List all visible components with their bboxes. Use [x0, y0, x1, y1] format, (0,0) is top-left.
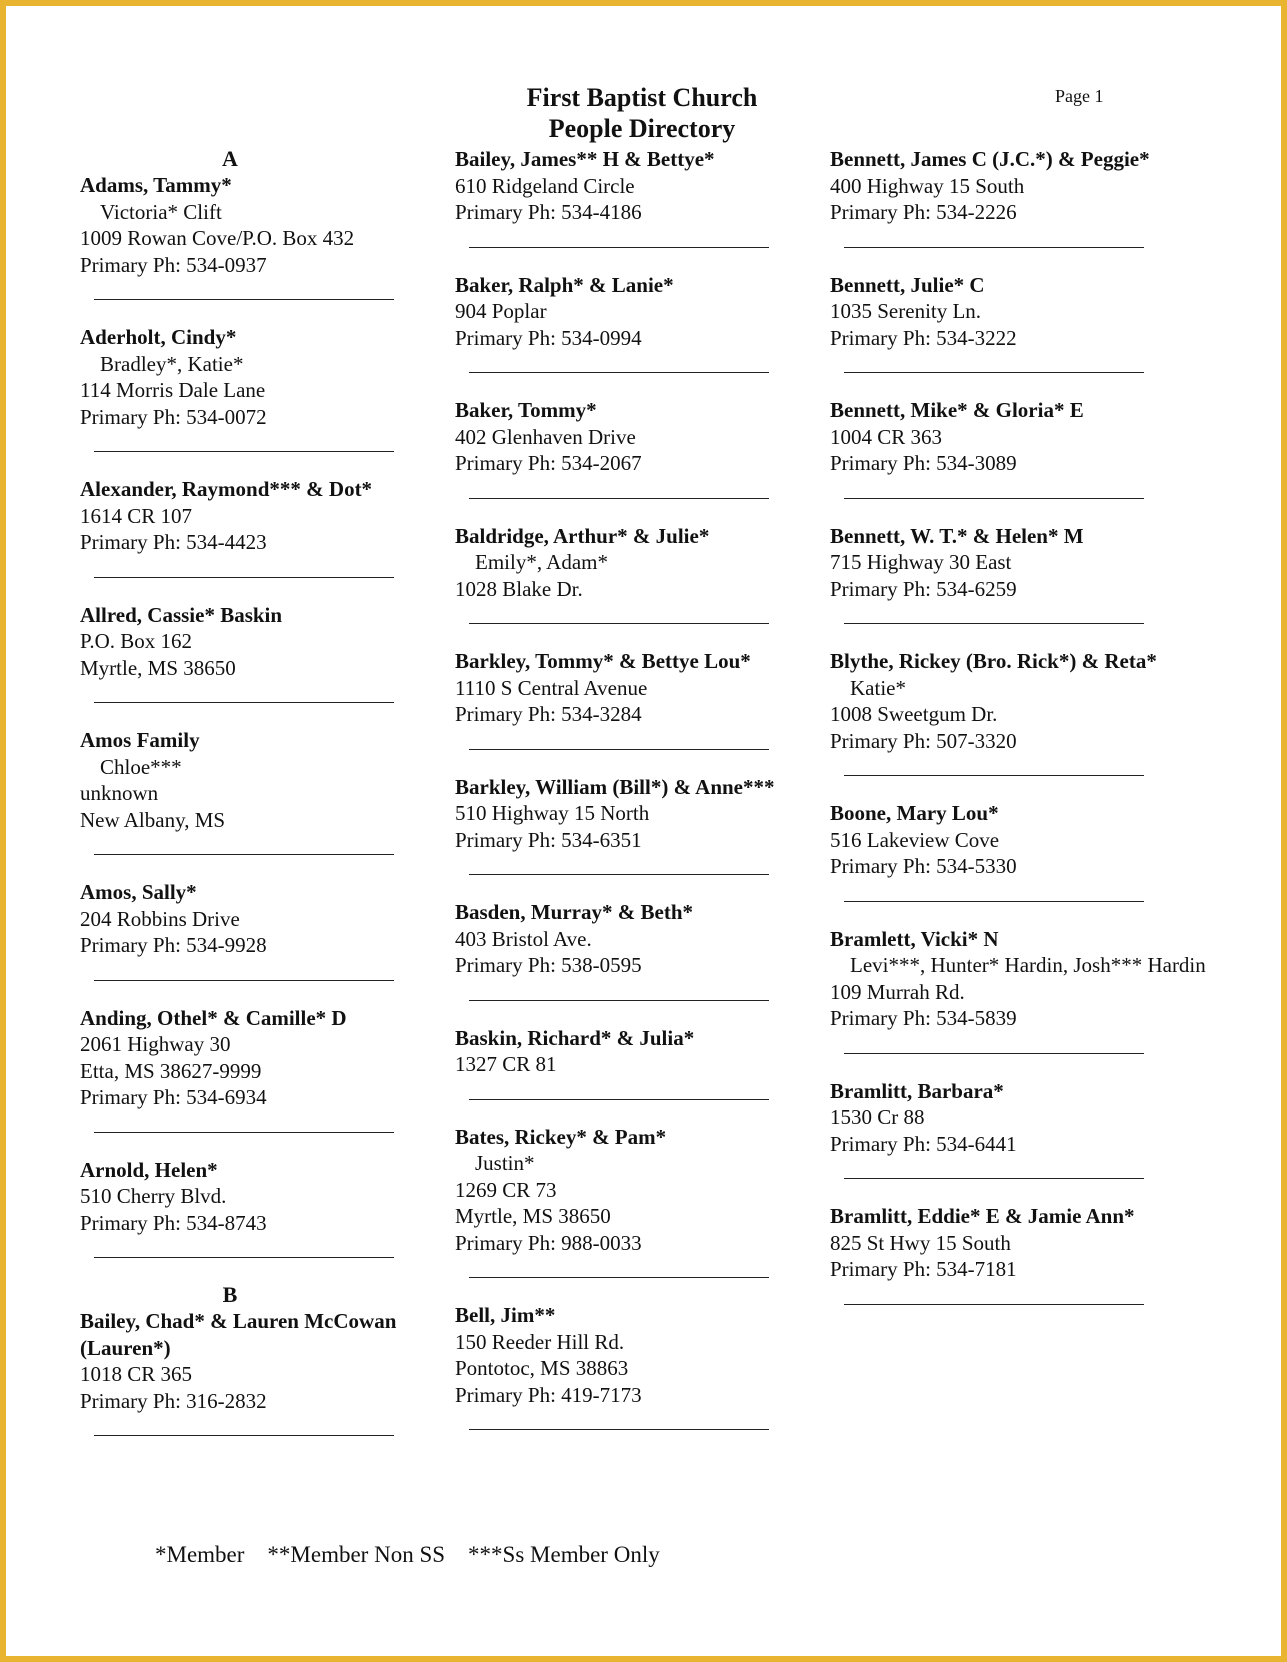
entry-line: 1327 CR 81	[455, 1052, 557, 1076]
entry-divider	[469, 748, 769, 750]
entry-name: Amos Family	[80, 728, 200, 752]
entry-line: 1008 Sweetgum Dr.	[830, 702, 998, 726]
directory-entry	[830, 1203, 1210, 1283]
entry-line: Primary Ph: 534-4423	[80, 530, 267, 554]
entry-divider	[94, 450, 394, 452]
entry-name: Basden, Murray* & Beth*	[455, 900, 693, 924]
entry-line: 2061 Highway 30	[80, 1032, 231, 1056]
entry-line: 1614 CR 107	[80, 503, 193, 528]
entry-divider	[469, 1098, 769, 1100]
entry-divider	[469, 371, 769, 373]
entry-family-members: Justin*	[475, 1151, 535, 1175]
entry-name: Arnold, Helen*	[80, 1157, 218, 1182]
entry-divider	[469, 622, 769, 624]
entry-name: Aderholt, Cindy*	[80, 325, 237, 349]
entry-line: Primary Ph: 534-3284	[455, 702, 642, 726]
entry-divider	[469, 497, 769, 499]
entry-line: 402 Glenhaven Drive	[455, 424, 636, 449]
entry-line: New Albany, MS	[80, 807, 226, 832]
entry-name: Bennett, W. T.* & Helen* M	[830, 523, 1084, 548]
entry-line: 1110 S Central Avenue	[455, 675, 648, 700]
entry-name: Bailey, James** H & Bettye*	[455, 147, 715, 171]
entry-line: 510 Highway 15 North	[455, 801, 650, 825]
entry-divider	[94, 853, 394, 855]
entry-line: 114 Morris Dale Lane	[80, 378, 266, 402]
directory-entry	[80, 324, 460, 430]
entry-divider	[844, 371, 1144, 373]
entry-divider	[844, 900, 1144, 902]
entry-line: Primary Ph: 534-0072	[80, 404, 267, 429]
entry-line: 403 Bristol Ave.	[455, 926, 592, 951]
entry-name: Baker, Tommy*	[455, 398, 597, 422]
entry-line: Primary Ph: 534-6351	[455, 827, 642, 852]
directory-entry	[830, 648, 1210, 754]
entry-line: Primary Ph: 534-6441	[830, 1131, 1017, 1156]
entry-line: Primary Ph: 507-3320	[830, 728, 1017, 753]
entry-divider	[469, 873, 769, 875]
entry-line: Primary Ph: 419-7173	[455, 1382, 642, 1407]
directory-entry	[80, 879, 460, 959]
entry-divider	[469, 246, 769, 248]
entry-family-members: Emily*, Adam*	[475, 550, 608, 574]
entry-line: 715 Highway 30 East	[830, 550, 1012, 574]
directory-entry	[80, 1157, 460, 1237]
entry-name: Bailey, Chad* & Lauren McCowan (Lauren*)	[80, 1309, 397, 1360]
entry-line: 1035 Serenity Ln.	[830, 299, 982, 323]
entry-line: Primary Ph: 988-0033	[455, 1230, 642, 1255]
directory-entry	[80, 602, 460, 682]
entry-line: 1009 Rowan Cove/P.O. Box 432	[80, 226, 355, 250]
entry-name: Allred, Cassie* Baskin	[80, 602, 283, 627]
entry-line: Primary Ph: 538-0595	[455, 953, 642, 977]
entry-divider	[469, 1428, 769, 1430]
section-letter: B	[222, 1282, 238, 1307]
directory-entry	[830, 397, 1210, 477]
entry-name: Baldridge, Arthur* & Julie*	[455, 523, 710, 548]
entry-line: 1530 Cr 88	[830, 1105, 925, 1129]
entry-family-members: Katie*	[850, 675, 906, 700]
entry-line: Myrtle, MS 38650	[80, 655, 236, 680]
entry-line: 516 Lakeview Cove	[830, 827, 1000, 852]
entry-name: Bell, Jim**	[455, 1303, 556, 1327]
legend	[155, 1542, 660, 1568]
directory-entry	[830, 1078, 1210, 1158]
entry-line: 825 St Hwy 15 South	[830, 1230, 1011, 1255]
entry-line: Primary Ph: 534-3222	[830, 325, 1017, 350]
entry-name: Barkley, Tommy* & Bettye Lou*	[455, 649, 751, 673]
directory-column-1	[80, 146, 460, 1460]
entry-divider	[844, 497, 1144, 499]
entry-name: Amos, Sally*	[80, 880, 197, 904]
entry-name: Barkley, William (Bill*) & Anne***	[455, 774, 775, 799]
entry-line: Primary Ph: 534-3089	[830, 451, 1017, 475]
section-letter: A	[222, 146, 238, 171]
page-number: Page 1	[1055, 86, 1104, 106]
entry-line: 1018 CR 365	[80, 1362, 193, 1386]
entry-divider	[844, 622, 1144, 624]
entry-line: 510 Cherry Blvd.	[80, 1184, 227, 1208]
entry-divider	[844, 1303, 1144, 1305]
directory-entry	[830, 926, 1210, 1032]
directory-entry	[80, 1308, 460, 1414]
entry-name: Bates, Rickey* & Pam*	[455, 1124, 667, 1149]
entry-name: Bennett, Mike* & Gloria* E	[830, 398, 1084, 422]
directory-entry	[455, 774, 835, 854]
entry-line: Etta, MS 38627-9999	[80, 1058, 262, 1083]
entry-name: Adams, Tammy*	[80, 173, 232, 197]
directory-entry	[80, 1005, 460, 1111]
entry-line: Primary Ph: 534-4186	[455, 200, 642, 224]
entry-line: 150 Reeder Hill Rd.	[455, 1329, 625, 1354]
entry-family-members: Bradley*, Katie*	[100, 351, 244, 376]
entry-line: 1004 CR 363	[830, 424, 943, 449]
entry-line: 400 Highway 15 South	[830, 173, 1025, 198]
directory-entry	[455, 272, 835, 352]
legend-member-non-ss: **Member Non SS	[267, 1542, 446, 1567]
entry-line: Primary Ph: 534-6259	[830, 576, 1017, 601]
entry-line: 1269 CR 73	[455, 1177, 557, 1202]
entry-line: Primary Ph: 534-8743	[80, 1210, 267, 1235]
entry-name: Bramlett, Vicki* N	[830, 926, 999, 951]
entry-line: 610 Ridgeland Circle	[455, 173, 635, 198]
entry-divider	[94, 1434, 394, 1436]
entry-divider	[94, 979, 394, 981]
directory-name: People Directory	[548, 114, 736, 143]
entry-name: Bramlitt, Eddie* E & Jamie Ann*	[830, 1204, 1135, 1228]
directory-entry	[455, 523, 835, 603]
directory-entry	[830, 800, 1210, 880]
entry-line: Primary Ph: 534-2226	[830, 200, 1017, 224]
legend-ss-member-only: ***Ss Member Only	[468, 1542, 660, 1567]
entry-line: P.O. Box 162	[80, 629, 193, 653]
entry-name: Blythe, Rickey (Bro. Rick*) & Reta*	[830, 649, 1157, 673]
directory-entry	[455, 899, 835, 979]
directory-column-3	[830, 146, 1210, 1329]
entry-line: Primary Ph: 534-7181	[830, 1257, 1017, 1281]
entry-divider	[844, 774, 1144, 776]
entry-name: Baker, Ralph* & Lanie*	[455, 272, 674, 297]
entry-line: Primary Ph: 316-2832	[80, 1388, 267, 1413]
directory-entry	[80, 727, 460, 833]
page-title	[467, 82, 817, 144]
legend-member: *Member	[155, 1542, 245, 1567]
entry-divider	[844, 1052, 1144, 1054]
entry-name: Baskin, Richard* & Julia*	[455, 1025, 695, 1050]
entry-divider	[94, 576, 394, 578]
entry-divider	[94, 701, 394, 703]
entry-name: Bramlitt, Barbara*	[830, 1078, 1004, 1103]
entry-line: Primary Ph: 534-2067	[455, 451, 642, 475]
directory-entry	[455, 1124, 835, 1257]
directory-entry	[830, 272, 1210, 352]
entry-name: Alexander, Raymond*** & Dot*	[80, 477, 373, 501]
entry-line: 204 Robbins Drive	[80, 906, 240, 931]
entry-line: Primary Ph: 534-9928	[80, 933, 267, 957]
directory-entry	[455, 1025, 835, 1078]
directory-entry	[455, 397, 835, 477]
entry-name: Anding, Othel* & Camille* D	[80, 1005, 347, 1030]
directory-entry	[830, 523, 1210, 603]
directory-entry	[80, 476, 460, 556]
directory-entry	[80, 172, 460, 278]
entry-line: Primary Ph: 534-5330	[830, 854, 1017, 878]
entry-line: Primary Ph: 534-0937	[80, 252, 267, 277]
entry-line: Myrtle, MS 38650	[455, 1204, 611, 1228]
directory-entry	[455, 1302, 835, 1408]
entry-divider	[94, 1256, 394, 1258]
entry-line: 1028 Blake Dr.	[455, 576, 583, 601]
entry-divider	[94, 298, 394, 300]
entry-line: Primary Ph: 534-6934	[80, 1085, 267, 1109]
entry-line: 904 Poplar	[455, 299, 547, 323]
directory-entry	[455, 648, 835, 728]
entry-divider	[844, 1177, 1144, 1179]
entry-divider	[469, 999, 769, 1001]
entry-divider	[94, 1131, 394, 1133]
directory-entry	[830, 146, 1210, 226]
directory-column-2	[455, 146, 835, 1454]
entry-line: Primary Ph: 534-5839	[830, 1006, 1017, 1030]
directory-entry	[455, 146, 835, 226]
entry-line: unknown	[80, 781, 159, 805]
entry-line: Primary Ph: 534-0994	[455, 325, 642, 350]
church-name: First Baptist Church	[526, 83, 758, 112]
entry-divider	[844, 246, 1144, 248]
entry-name: Boone, Mary Lou*	[830, 801, 999, 825]
entry-line: 109 Murrah Rd.	[830, 979, 965, 1004]
entry-name: Bennett, James C (J.C.*) & Peggie*	[830, 147, 1150, 171]
entry-family-members: Chloe***	[100, 754, 182, 779]
entry-name: Bennett, Julie* C	[830, 272, 985, 297]
entry-divider	[469, 1276, 769, 1278]
entry-family-members: Levi***, Hunter* Hardin, Josh*** Hardin	[850, 953, 1206, 977]
entry-line: Pontotoc, MS 38863	[455, 1356, 629, 1380]
entry-family-members: Victoria* Clift	[100, 199, 222, 224]
